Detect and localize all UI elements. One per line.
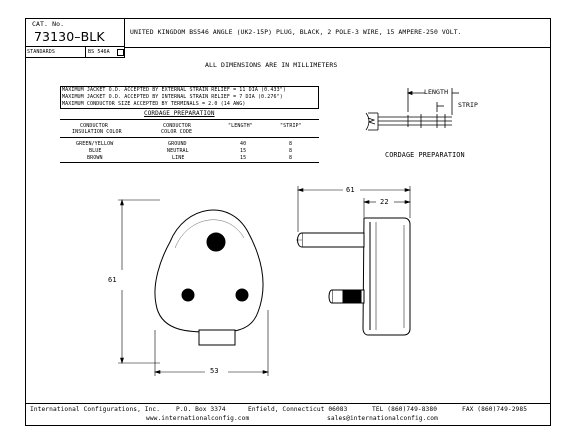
footer-fax: FAX (860)749-2985 xyxy=(462,406,528,413)
row-3-insulation: BROWN xyxy=(87,155,103,161)
spec-line-3: MAXIMUM CONDUCTOR SIZE ACCEPTED BY TERMINALS = 2.0 (14 AWG) xyxy=(62,101,246,107)
strip-label: STRIP xyxy=(458,101,479,109)
cat-label: CAT. No. xyxy=(32,20,65,28)
footer-web[interactable]: www.internationalconfig.com xyxy=(146,415,250,422)
header-insulation-2: INSULATION COLOR xyxy=(72,129,122,135)
cord-diagram-caption: CORDAGE PREPARATION xyxy=(385,151,465,159)
footer-po-box: P.O. Box 3374 xyxy=(176,406,226,413)
dim-height: 61 xyxy=(108,276,117,284)
plug-front-view xyxy=(155,210,263,345)
header-strip: "STRIP" xyxy=(280,123,302,129)
footer-tel: TEL (860)749-8380 xyxy=(372,406,438,413)
row-1-length: 40 xyxy=(240,141,247,147)
row-3-strip: 8 xyxy=(289,155,293,161)
row-3-length: 15 xyxy=(240,155,247,161)
row-1-code: GROUND xyxy=(168,141,187,147)
row-3-code: LINE xyxy=(172,155,185,161)
standards-value: BS 546A xyxy=(88,49,110,55)
footer-email[interactable]: sales@internationalconfig.com xyxy=(327,415,438,422)
footer-company: International Configurations, Inc. xyxy=(30,406,161,413)
header-colorcode-2: COLOR CODE xyxy=(161,129,193,135)
row-2-length: 15 xyxy=(240,148,247,154)
drawing-title: UNITED KINGDOM BS546 ANGLE (UK2-15P) PLUG, BLACK, 2 POLE-3 WIRE, 15 AMPERE-250 VOLT. xyxy=(130,28,462,36)
spec-line-1: MAXIMUM JACKET O.D. ACCEPTED BY EXTERNAL STRAIN RELIEF = 11 DIA (0.433") xyxy=(62,87,286,93)
row-2-strip: 8 xyxy=(289,148,293,154)
cat-number: 73130–BLK xyxy=(34,29,105,44)
row-2-insulation: BLUE xyxy=(89,148,102,154)
length-label: LENGTH xyxy=(424,88,449,96)
row-1-strip: 8 xyxy=(289,141,293,147)
dim-side-top: 22 xyxy=(380,198,389,206)
footer-rule xyxy=(25,403,551,404)
dim-width: 53 xyxy=(210,367,219,375)
row-2-code: NEUTRAL xyxy=(167,148,189,154)
units-note: ALL DIMENSIONS ARE IN MILLIMETERS xyxy=(205,61,338,69)
plug-side-view xyxy=(296,218,410,335)
cordage-title: CORDAGE PREPARATION xyxy=(144,110,215,117)
standards-label: STANDARDS xyxy=(27,49,55,55)
header-insulation-1: CONDUCTOR xyxy=(80,123,108,129)
footer-city: Enfield, Connecticut 06083 xyxy=(248,406,348,413)
row-1-insulation: GREEN/YELLOW xyxy=(76,141,114,147)
header-colorcode-1: CONDUCTOR xyxy=(163,123,191,129)
spec-line-2: MAXIMUM JACKET O.D. ACCEPTED BY INTERNAL STRAIN RELIEF = 7 DIA (0.276") xyxy=(62,94,283,100)
dim-side-depth: 61 xyxy=(346,186,355,194)
header-length: "LENGTH" xyxy=(228,123,253,129)
